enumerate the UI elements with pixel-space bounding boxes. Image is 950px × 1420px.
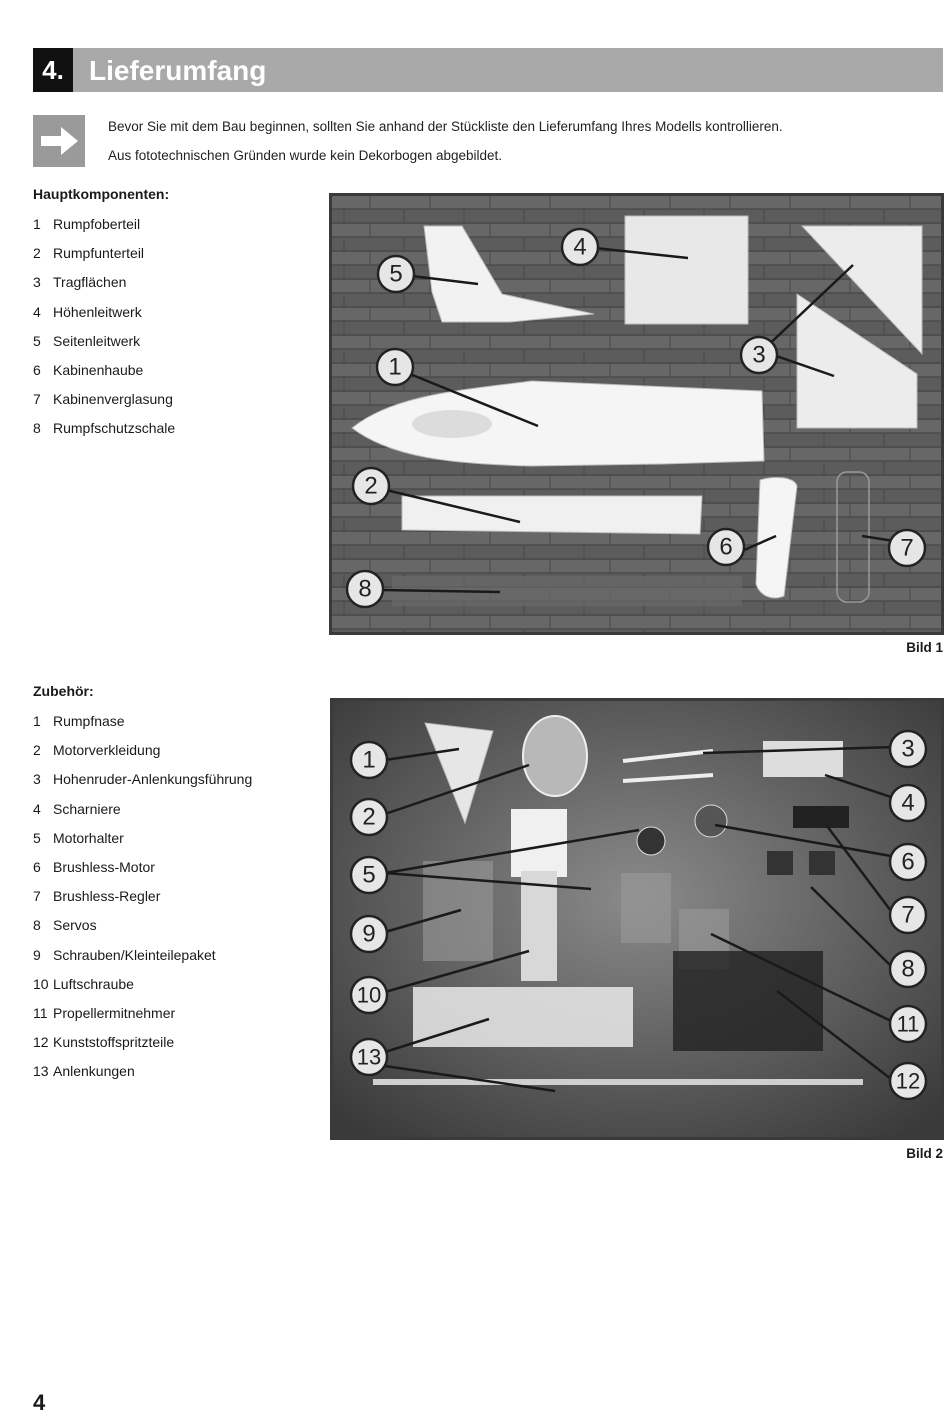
figure-caption-1: Bild 1 [906,640,943,655]
svg-text:10: 10 [356,982,382,1008]
callout-5 [351,857,387,893]
svg-text:6: 6 [719,533,733,561]
callout-12 [890,1063,926,1099]
item-label: Motorverkleidung [53,742,161,759]
item-number: 3 [33,771,41,788]
leader-line [715,825,891,856]
callout-3 [741,337,777,373]
leader-line [386,490,520,522]
callout-10 [351,977,387,1013]
callout-4 [890,785,926,821]
leader-line [811,887,891,966]
arrow-right-icon [33,115,85,167]
leader-line [595,248,688,258]
svg-text:3: 3 [752,341,766,369]
svg-text:1: 1 [388,353,402,381]
leader-line [385,1019,489,1052]
callout-4 [562,229,598,265]
item-number: 8 [33,420,41,437]
item-number: 4 [33,800,41,817]
svg-text:2: 2 [364,472,378,500]
svg-text:9: 9 [362,920,376,948]
leader-line [410,374,538,426]
item-number: 8 [33,917,41,934]
item-label: Motorhalter [53,829,124,846]
leader-line [385,873,591,889]
item-label: Kabinenverglasung [53,391,173,408]
item-label: Propellermitnehmer [53,1004,176,1021]
svg-text:11: 11 [896,1011,920,1037]
svg-text:8: 8 [901,955,915,983]
item-number: 2 [33,245,41,262]
main-components-heading: Hauptkomponenten: [33,186,170,202]
callout-7 [890,897,926,933]
callout-11 [890,1006,926,1042]
leader-line [825,775,891,797]
item-number: 11 [33,1004,48,1021]
item-number: 5 [33,332,41,349]
callout-6 [708,529,744,565]
leader-line [385,830,639,873]
photo-accessories [330,698,944,1140]
item-label: Hohenruder-Anlenkungsführung [53,771,253,788]
section-title: Lieferumfang [89,55,267,86]
item-label: Rumpfoberteil [53,216,141,232]
item-label: Servos [53,917,97,934]
svg-text:3: 3 [901,735,915,763]
item-label: Rumpfnase [53,713,125,729]
svg-text:7: 7 [900,534,914,562]
svg-text:4: 4 [901,789,915,817]
callout-7 [889,530,925,566]
section-header [33,48,943,92]
item-label: Kabinenhaube [53,361,144,378]
item-number: 10 [33,975,49,992]
callout-8 [890,951,926,987]
item-number: 2 [33,742,41,759]
callout-8 [347,571,383,607]
leader-line [385,749,459,760]
leader-line [827,826,891,911]
svg-text:12: 12 [895,1068,921,1094]
item-label: Brushless-Regler [53,888,161,905]
svg-text:2: 2 [362,803,376,831]
callout-3 [890,731,926,767]
item-number: 5 [33,829,41,846]
item-number: 9 [33,946,41,963]
section-number: 4. [33,48,73,92]
item-label: Anlenkungen [53,1063,135,1080]
svg-text:13: 13 [356,1044,382,1070]
intro-line-1: Bevor Sie mit dem Bau beginnen, sollten Sie anhand der Stückliste den Lieferumfang Ihres Modells kontrollieren. [108,119,783,134]
leader-line [385,1066,555,1091]
item-number: 1 [33,713,41,729]
item-number: 13 [33,1063,49,1080]
item-label: Luftschraube [53,975,134,992]
leader-line [762,265,853,351]
svg-text:8: 8 [358,575,372,603]
item-label: Schrauben/Kleinteilepaket [53,946,216,963]
callout-13 [351,1039,387,1075]
callout-2 [351,799,387,835]
item-number: 7 [33,888,41,905]
leader-line [703,747,893,753]
leader-line [385,910,461,932]
item-number: 12 [33,1034,49,1051]
figure-caption-2: Bild 2 [906,1146,943,1161]
callout-1 [377,349,413,385]
item-number: 6 [33,361,41,378]
item-label: Höhenleitwerk [53,303,142,320]
item-label: Kunststoffspritzteile [53,1034,175,1051]
item-number: 4 [33,303,41,320]
svg-text:5: 5 [362,861,376,889]
accessories-heading: Zubehör: [33,683,94,699]
item-label: Rumpfunterteil [53,245,145,262]
callout-5 [378,256,414,292]
leader-line [777,991,891,1079]
photo-main-components [329,193,944,635]
item-label: Seitenleitwerk [53,332,141,349]
callout-2 [353,468,389,504]
svg-text:4: 4 [573,233,587,261]
item-number: 7 [33,391,41,408]
leader-line [385,765,529,814]
item-label: Brushless-Motor [53,858,155,875]
leader-line [862,536,894,541]
svg-text:1: 1 [362,746,376,774]
intro-line-2: Aus fototechnischen Gründen wurde kein Dekorbogen abgebildet. [108,148,503,163]
callout-9 [351,916,387,952]
callout-1 [351,742,387,778]
item-label: Tragflächen [53,274,127,291]
item-number: 3 [33,274,41,291]
svg-text:6: 6 [901,848,915,876]
item-label: Scharniere [53,800,121,817]
svg-text:5: 5 [389,260,403,288]
page-number: 4 [33,1390,46,1415]
item-label: Rumpfschutzschale [53,420,176,437]
leader-line [742,536,776,551]
leader-line [412,276,478,284]
leader-line [385,951,529,992]
callout-6 [890,844,926,880]
svg-text:7: 7 [901,901,915,929]
item-number: 1 [33,216,41,232]
item-number: 6 [33,858,41,875]
leader-line [378,590,500,592]
